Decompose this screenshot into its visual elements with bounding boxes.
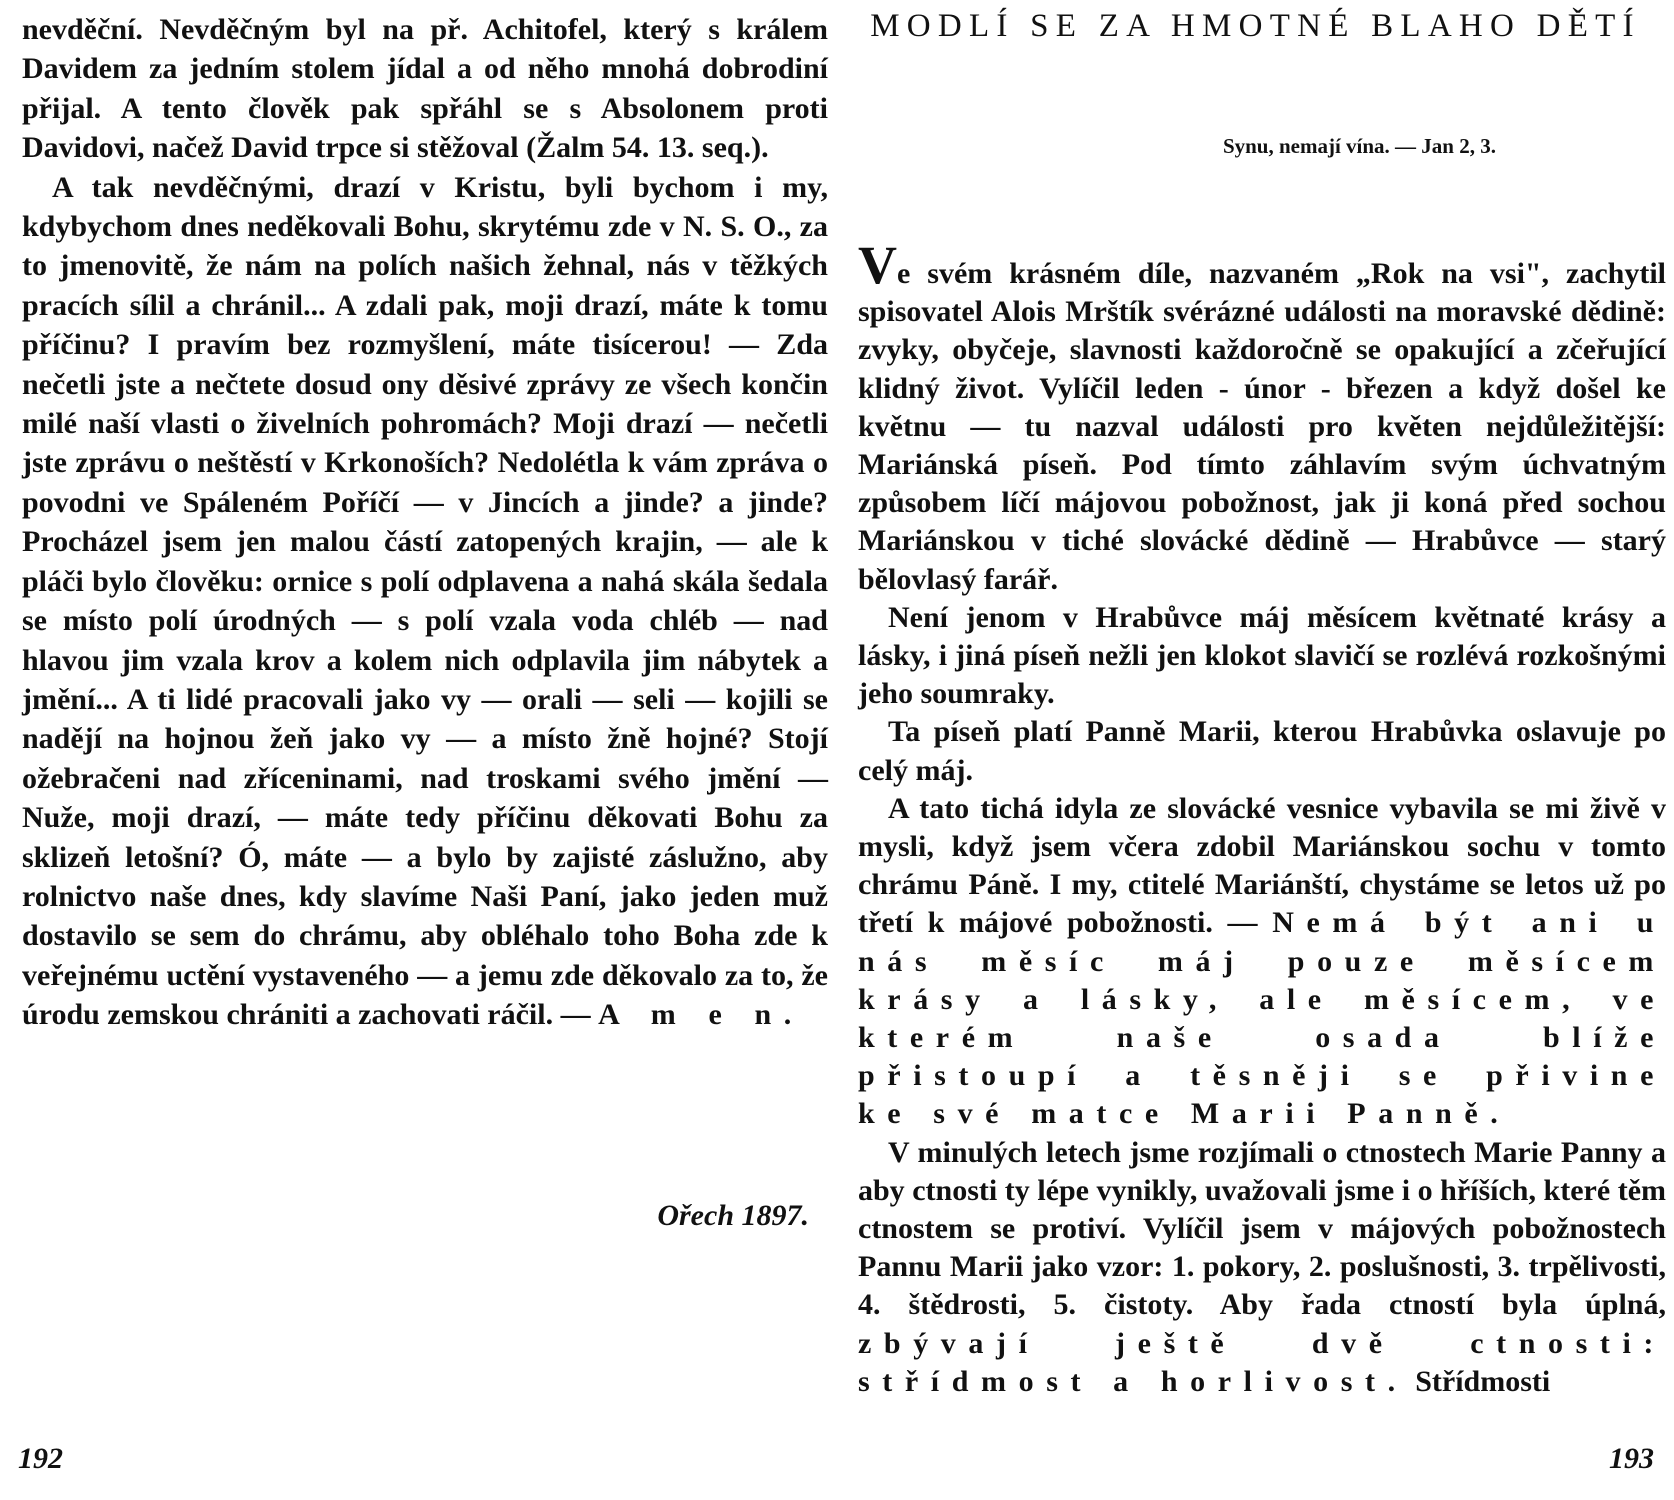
paragraph: [22, 168, 828, 1035]
paragraph-text: A tak nevděčnými, drazí v Kristu, byli bychom i my, kdybychom dnes neděkovali Bohu, skrytému zde v N. S. O., za to jmenovitě, že nám na polích našich žehnal, nás v těžkých pracích sílil a chránil... A zdali pak, moji drazí, máte k tomu příčinu? I pravím bez rozmyšlení, máte tisícerou! — Zda nečetli jste a nečtete dosud ony děsivé zprávy ze všech končin milé naší vlasti o živelních pohromách? Moji drazí — nečetli jste zprávu o neštěstí v Krkonoších? Nedolétla k vám zpráva o povodni ve Spáleném Poříčí — v Jincích a jinde? a jinde? Procházel jsem jen malou částí zatopených krajin, — ale k pláči bylo člověku: ornice s polí odplavena a nahá skála šedala se místo polí úrodných — s polí vzala voda chléb — nad hlavou jim vzala krov a kolem nich odplavila jim nábytek a jmění... A ti lidé pracovali jako vy — orali — seli — kojili se nadějí na hojnou žeň jako vy — a místo žně hojné? Stojí ožebračeni nad zříceninami, nad troskami svého jmění — Nuže, moji drazí, — máte tedy příčinu děkovati Bohu za sklizeň letošní? Ó, máte — a bylo by zajisté záslužno, aby rolnictvo naše dnes, kdy slavíme Naši Paní, jako jeden muž dostavilo se sem do chrámu, aby obléhalo toho Boha zde k veřejnému uctění vystaveného — a jemu zde děkovalo za to, že úrodu zemskou chrániti a zachovati ráčil. —: [22, 170, 828, 1032]
signature: Ořech 1897.: [657, 1199, 809, 1232]
paragraph: [858, 235, 1666, 599]
paragraph-text: Střídmosti: [1415, 1364, 1551, 1398]
spaced-text: Nemá být ani u nás měsíc máj pouze měsícem krásy a lásky, ale měsícem, ve kterém naše osada blíže přistoupí a těsněji se přivine ke své matce Marii Panně.: [858, 906, 1667, 1131]
paragraph-text: A tato tichá idyla ze slovácké vesnice vybavila se mi živě v mysli, když jsem včera zdobil Mariánskou sochu v tomto chrámu Páně. I my, ctitelé Mariánští, chystáme se letos už po třetí k májové pobožnosti. —: [858, 791, 1666, 940]
spaced-text: střídmost a horlivost.: [858, 1364, 1408, 1398]
page-number: 192: [18, 1442, 63, 1475]
paragraph: Ta píseň platí Panně Marii, kterou Hrabůvka oslavuje po celý máj.: [858, 715, 1666, 787]
paragraph: nevděční. Nevděčným byl na př. Achitofel, který s králem Davidem za jedním stolem jídal a od něho mnohá dobrodiní přijal. A tento člověk pak spřáhl se s Absolonem proti Davidovi, načež David trpce si stěžoval (Žalm 54. 13. seq.).: [22, 13, 828, 165]
right-column-text: [858, 235, 1667, 1401]
paragraph-text: V minulých letech jsme rozjímali o ctnostech Marie Panny a aby ctnosti ty lépe vynikly, uvažovali jsme i o hříších, které těm ctnostem se protiví. Vylíčil jsem v májových pobožnostech Pannu Marii jako vzor: 1. pokory, 2. poslušnosti, 3. trpělivosti, 4. štědrosti, 5. čistoty. Aby řada ctností byla úplná,: [858, 1135, 1666, 1322]
paragraph-text: e svém krásném díle, nazvaném „Rok na vsi", zachytil spisovatel Alois Mrštík svérázné události na moravské dědině: zvyky, obyčeje, slavnosti každoročně se opakující a zčeřující klidný život. Vylíčil leden - únor - březen a když došel ke květnu — tu nazval události pro květen nejdůležitější: Mariánská píseň. Pod tímto záhlavím svým úchvatným způsobem líčí májovou pobožnost, jak ji koná před sochou Mariánskou v tiché slovácké dědině — Hrabůvce — starý bělovlasý farář.: [858, 257, 1666, 596]
left-column-text: [22, 10, 828, 1035]
drop-cap: V: [858, 235, 897, 295]
spaced-text: zbývají ještě dvě ctnosti:: [858, 1326, 1666, 1360]
page-number: 193: [1609, 1442, 1654, 1475]
paragraph: Není jenom v Hrabůvce máj měsícem květnaté krásy a lásky, i jiná píseň nežli jen klokot slavičí se rozlévá rozkošnými jeho soumraky.: [858, 600, 1666, 711]
chapter-title: MODLÍ SE ZA HMOTNÉ BLAHO DĚTÍ: [870, 8, 1641, 44]
paragraph: [858, 1134, 1666, 1401]
amen-text: A m e n.: [598, 998, 804, 1032]
epigraph: Synu, nemají vína. — Jan 2, 3.: [1222, 134, 1496, 158]
right-page: [837, 0, 1674, 1500]
paragraph: [858, 790, 1666, 1134]
